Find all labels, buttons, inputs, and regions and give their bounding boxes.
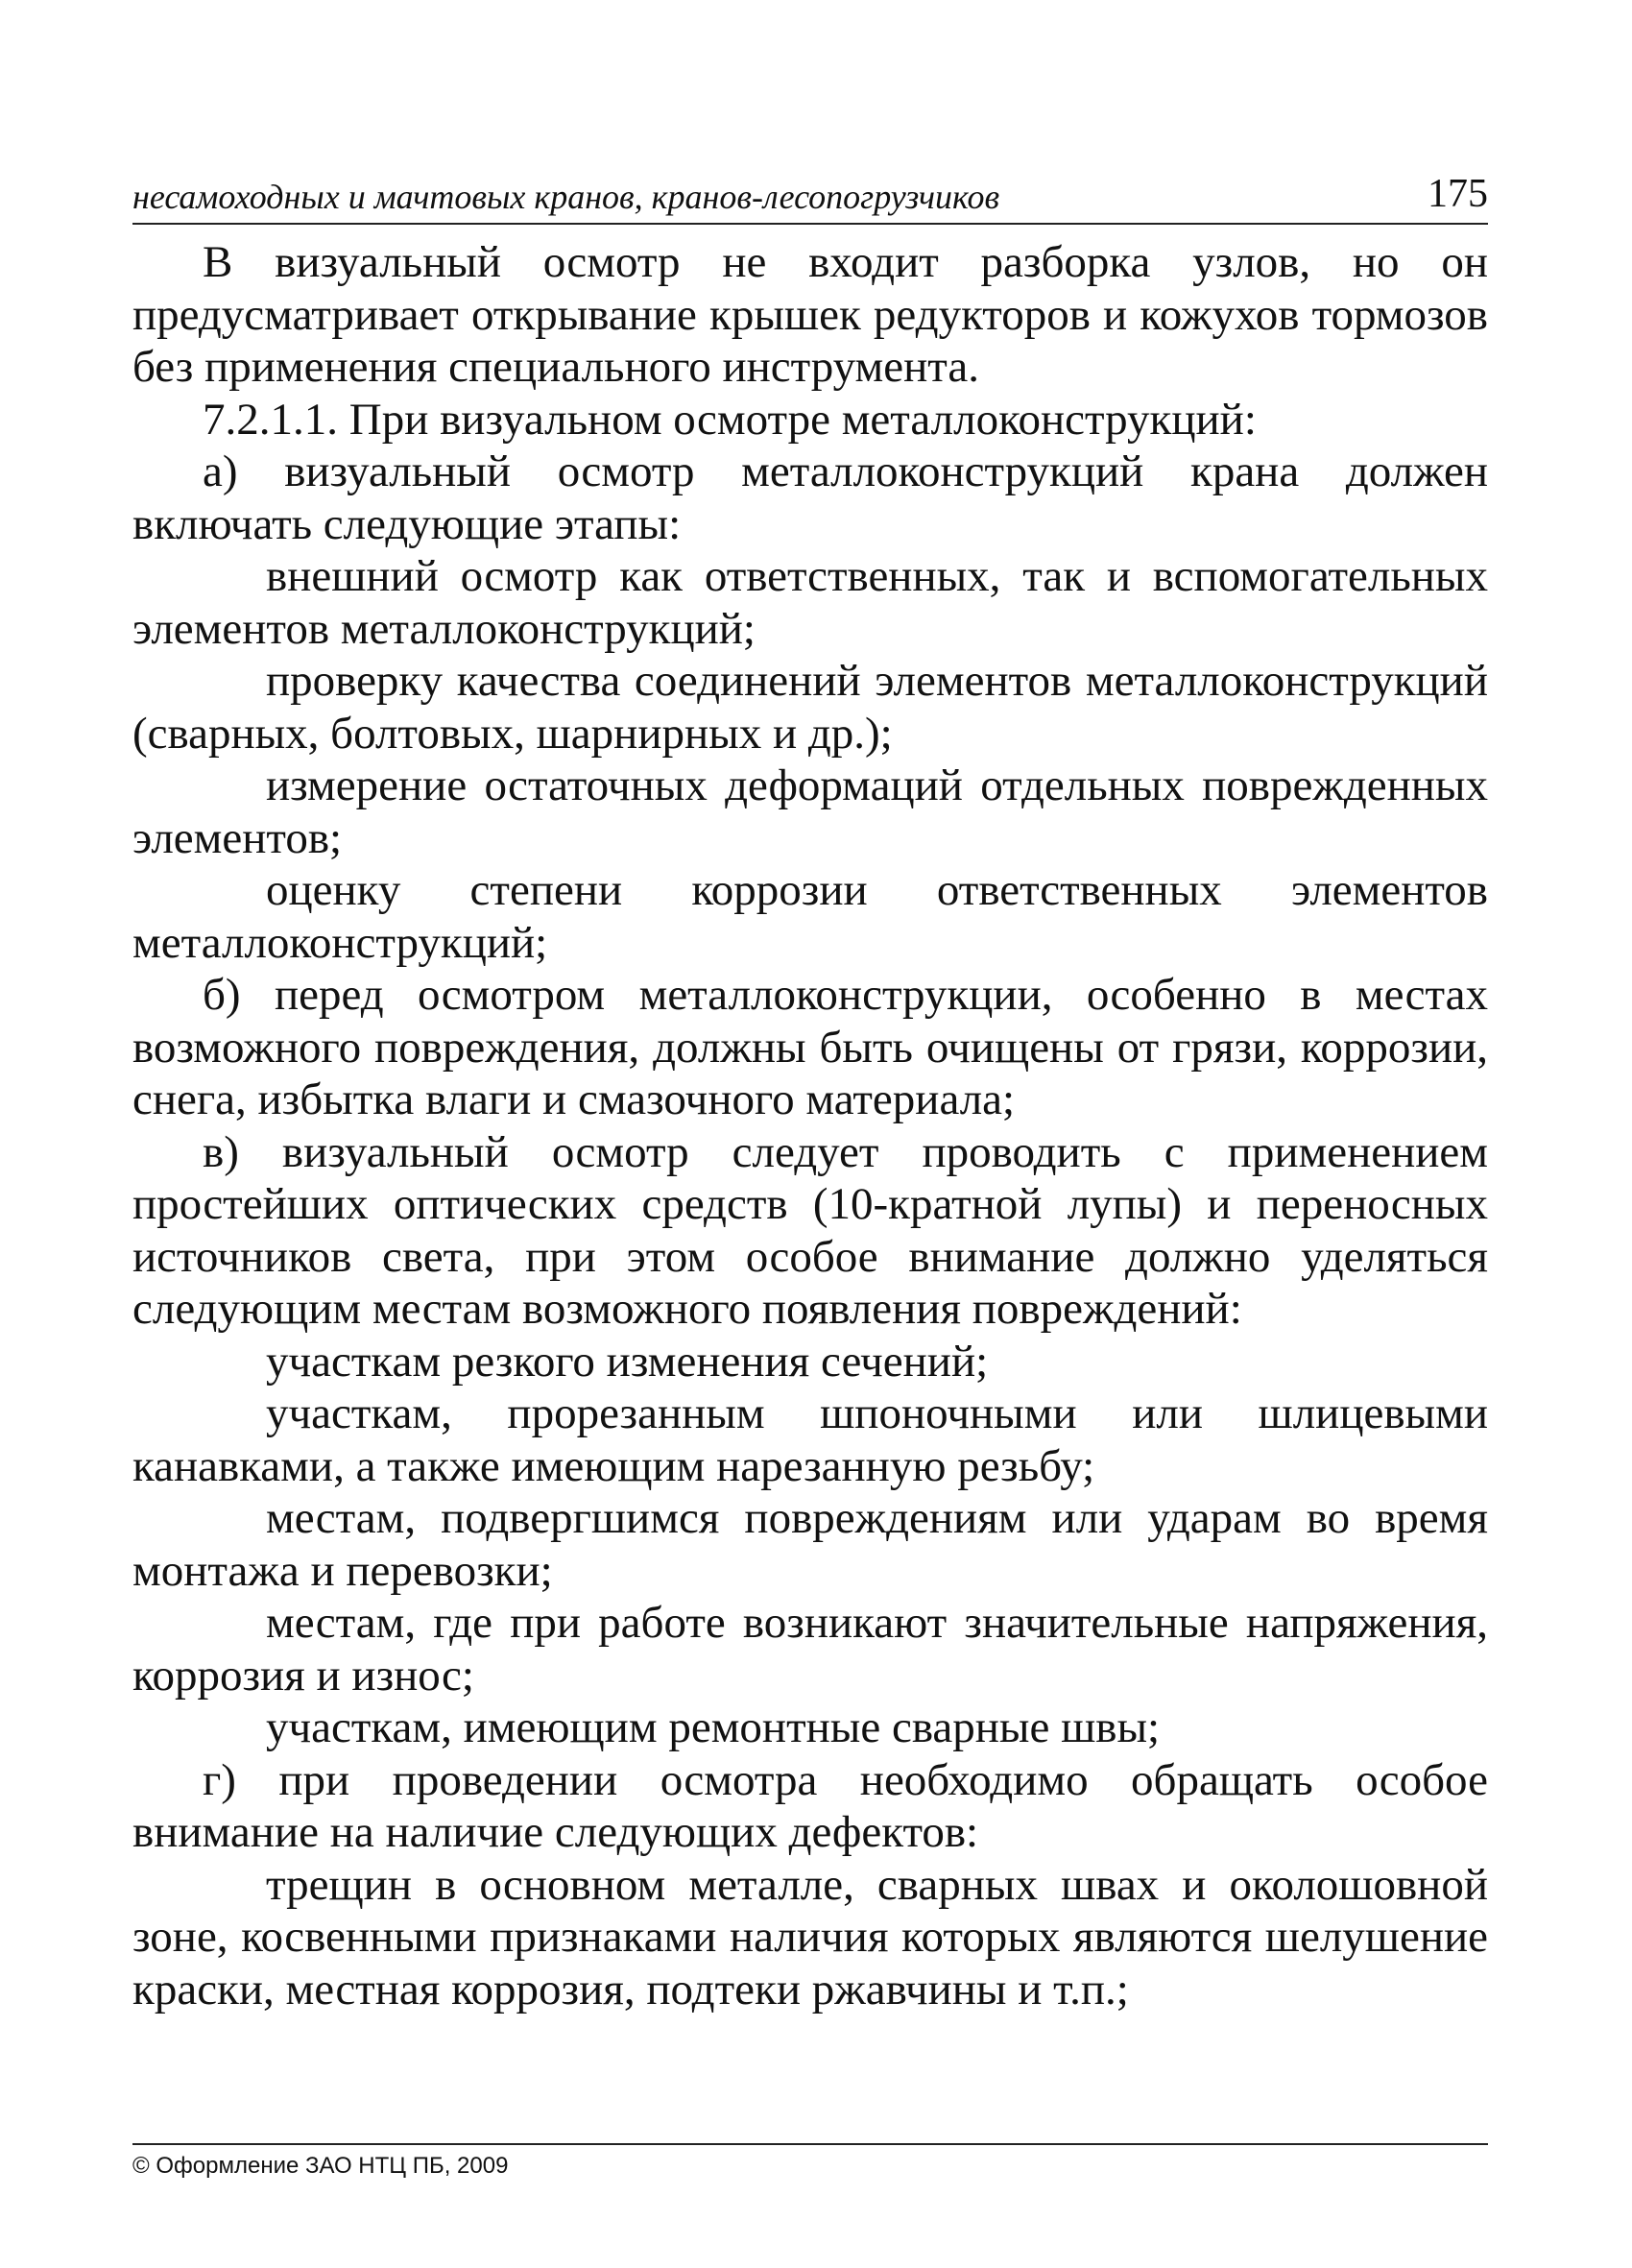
list-item: трещин в основном металле, сварных швах и околошовной зоне, косвенными признаками наличия которых являются шелушение краски, местная коррозия, подтеки ржавчины и т.п.; bbox=[132, 1859, 1488, 2015]
list-item: оценку степени коррозии ответственных элементов металлоконструкций; bbox=[132, 865, 1488, 968]
paragraph-intro: В визуальный осмотр не входит разборка узлов, но он предусматривает открывание крышек редукторов и кожухов тормозов без применения специального инструмента. bbox=[132, 237, 1488, 392]
footer-copyright: © Оформление ЗАО НТЦ ПБ, 2009 bbox=[132, 2153, 509, 2179]
paragraph-item-b: б) перед осмотром металлоконструкции, особенно в местах возможного повреждения, должны быть очищены от грязи, коррозии, снега, избытка влаги и смазочного материала; bbox=[132, 970, 1488, 1124]
list-item: местам, подвергшимся повреждениям или ударам во время монтажа и перевозки; bbox=[132, 1493, 1488, 1596]
list-item: местам, где при работе возникают значительные напряжения, коррозия и износ; bbox=[132, 1598, 1488, 1701]
footer-divider bbox=[132, 2143, 1488, 2145]
body-text bbox=[132, 236, 1488, 2015]
list-item: измерение остаточных деформаций отдельных поврежденных элементов; bbox=[132, 760, 1488, 863]
running-header-title: несамоходных и мачтовых кранов, кранов-лесопогрузчиков bbox=[132, 178, 1000, 216]
paragraph-section-heading: 7.2.1.1. При визуальном осмотре металлоконструкций: bbox=[203, 394, 1257, 445]
paragraph-item-g: г) при проведении осмотра необходимо обращать особое внимание на наличие следующих дефектов: bbox=[132, 1754, 1488, 1857]
list-item: проверку качества соединений элементов металлоконструкций (сварных, болтовых, шарнирных и др.); bbox=[132, 656, 1488, 759]
list-item: участкам, имеющим ремонтные сварные швы; bbox=[266, 1702, 1161, 1752]
list-item: участкам резкого изменения сечений; bbox=[266, 1336, 989, 1387]
page-number: 175 bbox=[1428, 172, 1488, 216]
paragraph-item-a: а) визуальный осмотр металлоконструкций крана должен включать следующие этапы: bbox=[132, 446, 1488, 549]
running-header bbox=[132, 171, 1488, 225]
list-item: внешний осмотр как ответственных, так и вспомогательных элементов металлоконструкций; bbox=[132, 551, 1488, 654]
paragraph-item-v: в) визуальный осмотр следует проводить с применением простейших оптических средств (10-кратной лупы) и переносных источников света, при этом особое внимание должно уделяться следующим местам возможного появления повреждений: bbox=[132, 1126, 1488, 1334]
list-item: участкам, прорезанным шпоночными или шлицевыми канавками, а также имеющим нарезанную резьбу; bbox=[132, 1388, 1488, 1491]
header-divider bbox=[132, 223, 1488, 225]
